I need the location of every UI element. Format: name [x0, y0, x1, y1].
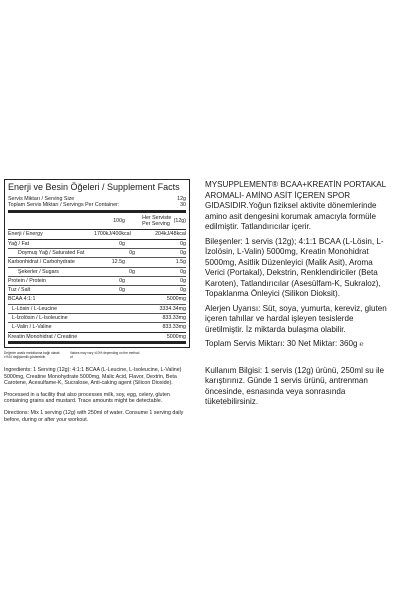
- ingredients-english: Ingredients: 1 Serving (12g): 4:1:1 BCAA (L-Leucine, L-Isoleucine, L-Valine) 5000mg, Creatine Monohydrate 5000mg, Malic Acid, Flavor, Dextrin, Beta Carotene, Acesulfame-K, Sucralose, Anti-caking agent (Silicon Dioxide).: [4, 366, 182, 387]
- serving-size-label: Servis Miktarı / Serving Size: [8, 196, 75, 202]
- col-serving-label: Her Serviste Per Serving: [142, 215, 172, 228]
- total-amount: [205, 339, 393, 351]
- allergen-turkish: Alerjen Uyarısı: Süt, soya, yumurta, kereviz, gluten içeren tahıllar ve hardal işleyen tesislerde üretilmiştir. İz miktarda bulaşma olabilir.: [205, 303, 387, 334]
- servings-label: Toplam Servis Miktarı / Servings Per Container:: [8, 202, 120, 209]
- table-row-creatine: Kreatin Monohidrat / Creatine 5000mg: [8, 333, 186, 344]
- english-column: [4, 179, 190, 428]
- panel-title: Enerji ve Besin Öğeleri / Supplement Facts: [8, 182, 180, 192]
- servings-row: [8, 202, 186, 208]
- column-header: [8, 213, 186, 230]
- footnote-turkish: Değerler analiz metotlarına bağlı olarak ±%10 değişkenlik gösterebilir.: [4, 350, 60, 359]
- table-row-energy: Enerji / Energy 1700kJ/400kcal 204kJ/48kcal: [8, 230, 186, 239]
- table-row-leucine: L-Lösin / L-Leucine 3334.34mg: [8, 305, 186, 314]
- product-intro: MYSUPPLEMENT® BCAA+KREATİN PORTAKAL AROMALI- AMİNO ASİT İÇEREN SPOR GIDASIDIR.Yoğun fiziksel aktivite dönemlerinde amino asit dengesini korumak amacıyla formüle edilmiştir. Tatlandırıcılar içerir.: [205, 180, 386, 231]
- table-row-isoleucine: L-İzolösin / L-Isoleucine 833.33mg: [8, 314, 186, 323]
- col-serving-value: (12g): [173, 218, 186, 225]
- table-row-saturated-fat: Doymuş Yağ / Saturated Fat 0g 0g: [8, 249, 186, 258]
- english-text-block: [4, 351, 190, 423]
- table-row-protein: Protein / Protein 0g 0g: [8, 277, 186, 286]
- table-row-carbohydrate: Karbonhidrat / Carbohydrate 12.5g 1.5g: [8, 258, 186, 267]
- directions-english: Directions: Mix 1 serving (12g) with 250ml of water. Consume 1 serving daily before, during or after your workout.: [4, 409, 184, 423]
- ingredients-turkish: Bileşenler: 1 servis (12g); 4:1:1 BCAA (L-Lösin, L-İzolösin, L-Valin) 5000mg, Kreatin Monohidrat 5000mg, Asitlik Düzenleyici (Malik Asit), Aroma Verici (Portakal), Dekstrin, Renklendiriciler (Beta Karoten), Tatlandırıcılar (Asesülfam-K, Sukraloz), Topaklanma Önleyici (Silikon Dioksit).: [205, 236, 384, 298]
- footnote-english: Values may vary ±10% depending on the method of: [70, 350, 140, 359]
- serving-size-value: 12g: [177, 196, 186, 202]
- table-row-fat: Yağ / Fat 0g 0g: [8, 240, 186, 249]
- estimated-sign-icon: ℮: [359, 341, 364, 348]
- table-row-bcaa: BCAA 4:1:1 5000mg: [8, 295, 186, 304]
- table-row-salt: Tuz / Salt 0g 0g: [8, 286, 186, 295]
- table-row-valine: L-Valin / L-Valine 833.33mg: [8, 323, 186, 332]
- supplement-facts-panel: [4, 179, 190, 348]
- usage-turkish: Kullanım Bilgisi: 1 servis (12g) ürünü, 250ml su ile karıştırınız. Günde 1 servis ürünü, antrenman öncesinde, esnasında veya sonrasında tüketebilirsiniz.: [205, 365, 385, 406]
- allergen-english: Processed in a facility that also processes milk, soy, egg, celery, gluten containing grains and mustard. Trace amounts might be detectable.: [4, 391, 170, 405]
- servings-value: 30: [180, 202, 186, 209]
- turkish-column: [205, 180, 393, 412]
- col-100g: 100g: [113, 218, 125, 225]
- total-amount-text: Toplam Servis Miktarı: 30 Net Miktar: 360g: [205, 339, 358, 348]
- footnotes: [4, 351, 190, 359]
- table-row-sugars: Şekerler / Sugars 0g 0g: [8, 268, 186, 277]
